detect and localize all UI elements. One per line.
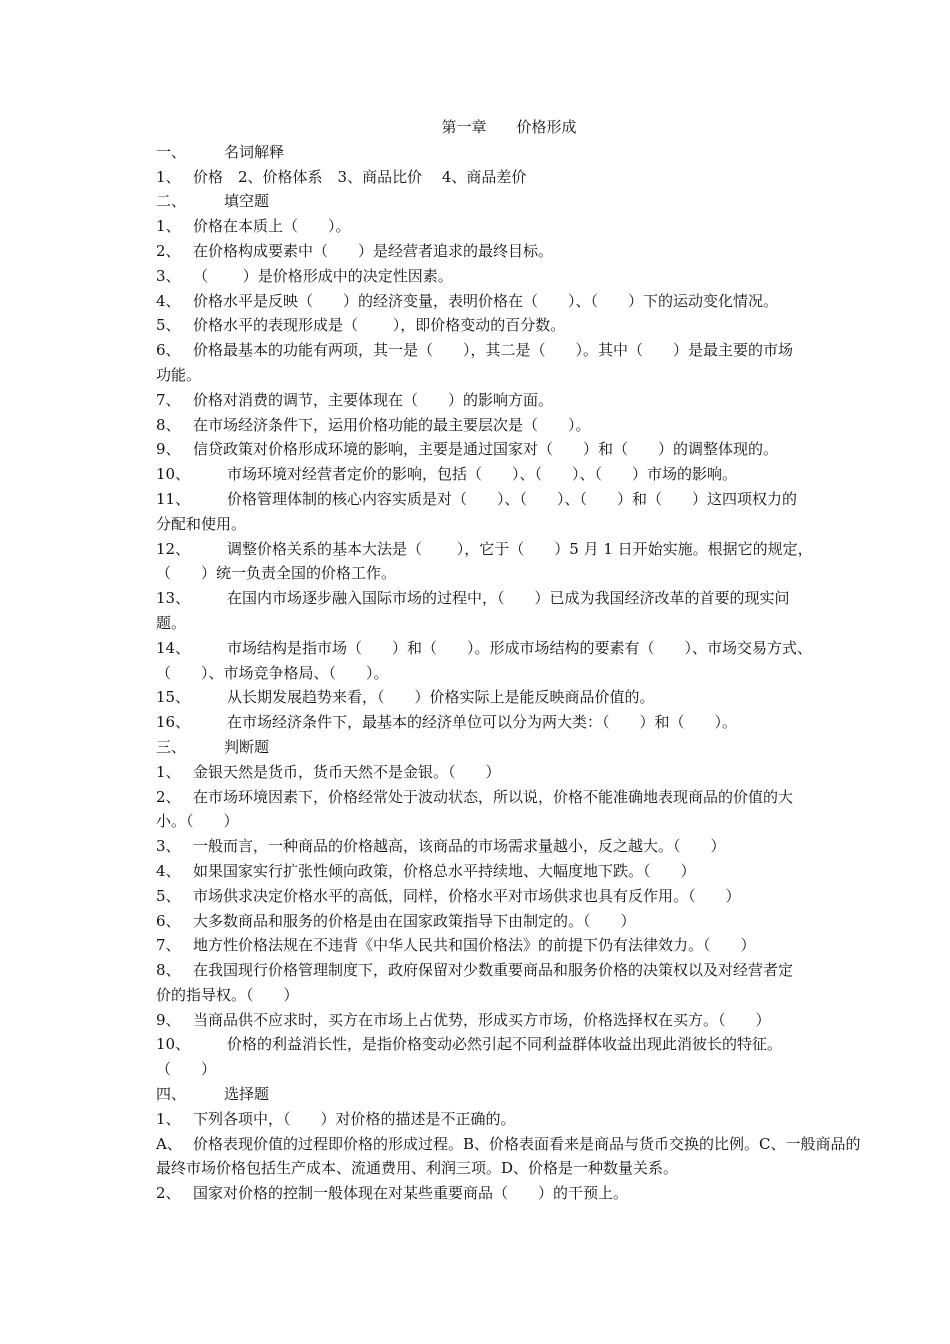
item-number: 4、 (156, 861, 181, 880)
section-title: 名词解释 (224, 142, 285, 161)
item-number: 1、 (156, 762, 181, 781)
item-text (193, 834, 862, 859)
item-number: 13、 (156, 589, 191, 608)
item-text-line: 在价格构成要素中（ ）是经营者追求的最终目标。 (193, 241, 554, 260)
item-text (193, 958, 862, 983)
item-text (227, 462, 862, 487)
item-text (227, 1032, 862, 1057)
item-text (193, 1181, 862, 1206)
section-heading (156, 189, 862, 214)
item-text (156, 1135, 861, 1178)
item-text-line: 在市场经济条件下，最基本的经济单位可以分为两大类：（ ）和（ ）。 (227, 713, 738, 732)
item-number: 14、 (156, 638, 191, 657)
item-number: 10、 (156, 465, 191, 484)
item-number: 3、 (156, 837, 181, 856)
question-item (156, 785, 862, 810)
section-title: 填空题 (224, 192, 270, 211)
item-text-continuation: 价的指导权。（ ） (156, 985, 299, 1004)
item-text (227, 710, 862, 735)
item-number: A、 (156, 1134, 182, 1153)
item-text-line: 大多数商品和服务的价格是由在国家政策指导下由制定的。（ ） (193, 911, 636, 930)
item-number: 6、 (156, 341, 181, 360)
item-number: 4、 (156, 291, 181, 310)
item-text-line: 价格管理体制的核心内容实质是对（ ）、（ ）、（ ）和（ ）这四项权力的 (227, 489, 798, 508)
question-item (156, 1032, 862, 1057)
item-text-line: 价格 2、价格体系 3、商品比价 4、商品差价 (193, 167, 527, 186)
item-text-line: 市场供求决定价格水平的高低，同样，价格水平对市场供求也具有反作用。（ ） (193, 886, 741, 905)
item-text (193, 264, 862, 289)
item-text (193, 214, 862, 239)
section-heading (156, 735, 862, 760)
item-number: 11、 (156, 489, 191, 508)
item-text-continuation: （ ）、市场竞争格局、（ ）。 (156, 663, 389, 682)
section-number: 四、 (156, 1085, 187, 1104)
item-text (227, 586, 862, 611)
item-text-line: 地方性价格法规在不违背《中华人民共和国价格法》的前提下仍有法律效力。（ ） (193, 936, 756, 955)
item-text-line: 价格的利益消长性，是指价格变动必然引起不同利益群体收益出现此消彼长的特征。 (227, 1035, 783, 1054)
section-heading (156, 1082, 862, 1107)
item-text-continuation: （ ）统一负责全国的价格工作。 (156, 564, 397, 583)
item-text-line: 调整价格关系的基本大法是（ ），它于（ ）5 月 1 日开始实施。根据它的规定， (227, 539, 813, 558)
item-text (193, 413, 862, 438)
question-item (156, 710, 862, 735)
item-text (193, 933, 862, 958)
question-item (156, 239, 862, 264)
item-text-line: （ ）是价格形成中的决定性因素。 (193, 266, 453, 285)
item-text (227, 537, 862, 562)
question-item (156, 685, 862, 710)
section-title: 判断题 (224, 737, 270, 756)
question-item (156, 537, 862, 562)
item-text (193, 884, 862, 909)
item-text (193, 909, 862, 934)
section-heading (156, 140, 862, 165)
question-item (156, 933, 862, 958)
question-item (156, 413, 862, 438)
item-text-line: 当商品供不应求时，买方在市场上占优势，形成买方市场，价格选择权在买方。（ ） (193, 1010, 771, 1029)
item-text (193, 289, 862, 314)
item-text (227, 685, 862, 710)
item-number: 16、 (156, 713, 191, 732)
item-text-line: 价格在本质上（ ）。 (193, 217, 351, 236)
item-number: 1、 (156, 217, 181, 236)
item-text-line: 在我国现行价格管理制度下，政府保留对少数重要商品和服务价格的决策权以及对经营者定 (193, 961, 794, 980)
item-number: 6、 (156, 911, 181, 930)
question-item (156, 859, 862, 884)
item-text-line: 价格对消费的调节，主要体现在（ ）的影响方面。 (193, 390, 554, 409)
item-text-line: 价格表现价值的过程即价格的形成过程。B、价格表面看来是商品与货币交换的比例。C、一般商品的最终市场价格包括生产成本、流通费用、利润三项。D、价格是一种数量关系。 (156, 1134, 861, 1178)
section-number: 一、 (156, 142, 187, 161)
item-number: 3、 (156, 266, 181, 285)
question-item (156, 909, 862, 934)
item-number: 2、 (156, 241, 181, 260)
item-number: 15、 (156, 688, 191, 707)
item-number: 2、 (156, 787, 181, 806)
item-text (193, 388, 862, 413)
item-text (193, 785, 862, 810)
question-item (156, 760, 862, 785)
sections (156, 140, 862, 1206)
item-number: 2、 (156, 1184, 181, 1203)
item-text-line: 价格水平的表现形成是（ ），即价格变动的百分数。 (193, 316, 566, 335)
question-item (156, 487, 862, 512)
item-text-line: 信贷政策对价格形成环境的影响，主要是通过国家对（ ）和（ ）的调整体现的。 (193, 440, 779, 459)
question-item (156, 264, 862, 289)
item-number: 9、 (156, 1010, 181, 1029)
option-list (156, 1132, 862, 1182)
item-number: 10、 (156, 1035, 191, 1054)
question-item (156, 214, 862, 239)
item-text (193, 1008, 862, 1033)
section-number: 二、 (156, 192, 187, 211)
item-text-continuation: （ ） (156, 1060, 217, 1079)
question-item (156, 958, 862, 983)
item-text (193, 437, 862, 462)
item-text-line: 金银天然是货币，货币天然不是金银。（ ） (193, 762, 501, 781)
item-text (227, 487, 862, 512)
item-text-line: 一般而言，一种商品的价格越高，该商品的市场需求量越小，反之越大。（ ） (193, 837, 726, 856)
item-text-line: 国家对价格的控制一般体现在对某些重要商品（ ）的干预上。 (193, 1184, 629, 1203)
item-number: 8、 (156, 415, 181, 434)
question-item (156, 834, 862, 859)
item-text (227, 636, 862, 661)
question-item (156, 388, 862, 413)
item-number: 7、 (156, 390, 181, 409)
item-number: 1、 (156, 1109, 181, 1128)
question-item (156, 338, 862, 363)
section-number: 三、 (156, 737, 187, 756)
question-item (156, 313, 862, 338)
item-number: 5、 (156, 886, 181, 905)
item-text-line: 在市场环境因素下，价格经常处于波动状态，所以说，价格不能准确地表现商品的价值的大 (193, 787, 794, 806)
item-text (193, 313, 862, 338)
question-item (156, 437, 862, 462)
question-item (156, 289, 862, 314)
section-title: 选择题 (224, 1085, 270, 1104)
question-item (156, 586, 862, 611)
document-body (156, 115, 862, 1206)
item-number: 1、 (156, 167, 181, 186)
item-number: 5、 (156, 316, 181, 335)
item-text-line: 下列各项中，（ ）对价格的描述是不正确的。 (193, 1109, 516, 1128)
question-item (156, 636, 862, 661)
item-text-line: 市场结构是指市场（ ）和（ ）。形成市场结构的要素有（ ）、市场交易方式、 (227, 638, 813, 657)
item-text-continuation: 小。（ ） (156, 812, 239, 831)
chapter-title: 第一章 价格形成 (441, 118, 577, 136)
item-number: 9、 (156, 440, 181, 459)
item-text-line: 价格最基本的功能有两项，其一是（ ），其二是（ ）。其中（ ）是最主要的市场 (193, 341, 794, 360)
item-number: 8、 (156, 961, 181, 980)
item-text (193, 859, 862, 884)
question-item (156, 462, 862, 487)
item-text-line: 市场环境对经营者定价的影响，包括（ ）、（ ）、（ ）市场的影响。 (227, 465, 738, 484)
item-text-continuation: 功能。 (156, 365, 202, 384)
item-number: 7、 (156, 936, 181, 955)
item-text-line: 如果国家实行扩张性倾向政策，价格总水平持续地、大幅度地下跌。（ ） (193, 861, 696, 880)
item-number: 12、 (156, 539, 191, 558)
item-text-line: 从长期发展趋势来看，（ ）价格实际上是能反映商品价值的。 (227, 688, 655, 707)
item-text (193, 760, 862, 785)
item-text (193, 239, 862, 264)
question-item (156, 165, 862, 190)
item-text-line: 价格水平是反映（ ）的经济变量，表明价格在（ ）、（ ）下的运动变化情况。 (193, 291, 779, 310)
item-text-continuation: 分配和使用。 (156, 514, 247, 533)
question-item (156, 1107, 862, 1132)
item-text-line: 在国内市场逐步融入国际市场的过程中，（ ）已成为我国经济改革的首要的现实问 (227, 589, 790, 608)
item-text (193, 165, 862, 190)
question-item (156, 884, 862, 909)
item-text (193, 1107, 862, 1132)
question-item (156, 1181, 862, 1206)
item-text (193, 338, 862, 363)
item-text-continuation: 题。 (156, 613, 187, 632)
item-text-line: 在市场经济条件下，运用价格功能的最主要层次是（ ）。 (193, 415, 591, 434)
question-item (156, 1008, 862, 1033)
